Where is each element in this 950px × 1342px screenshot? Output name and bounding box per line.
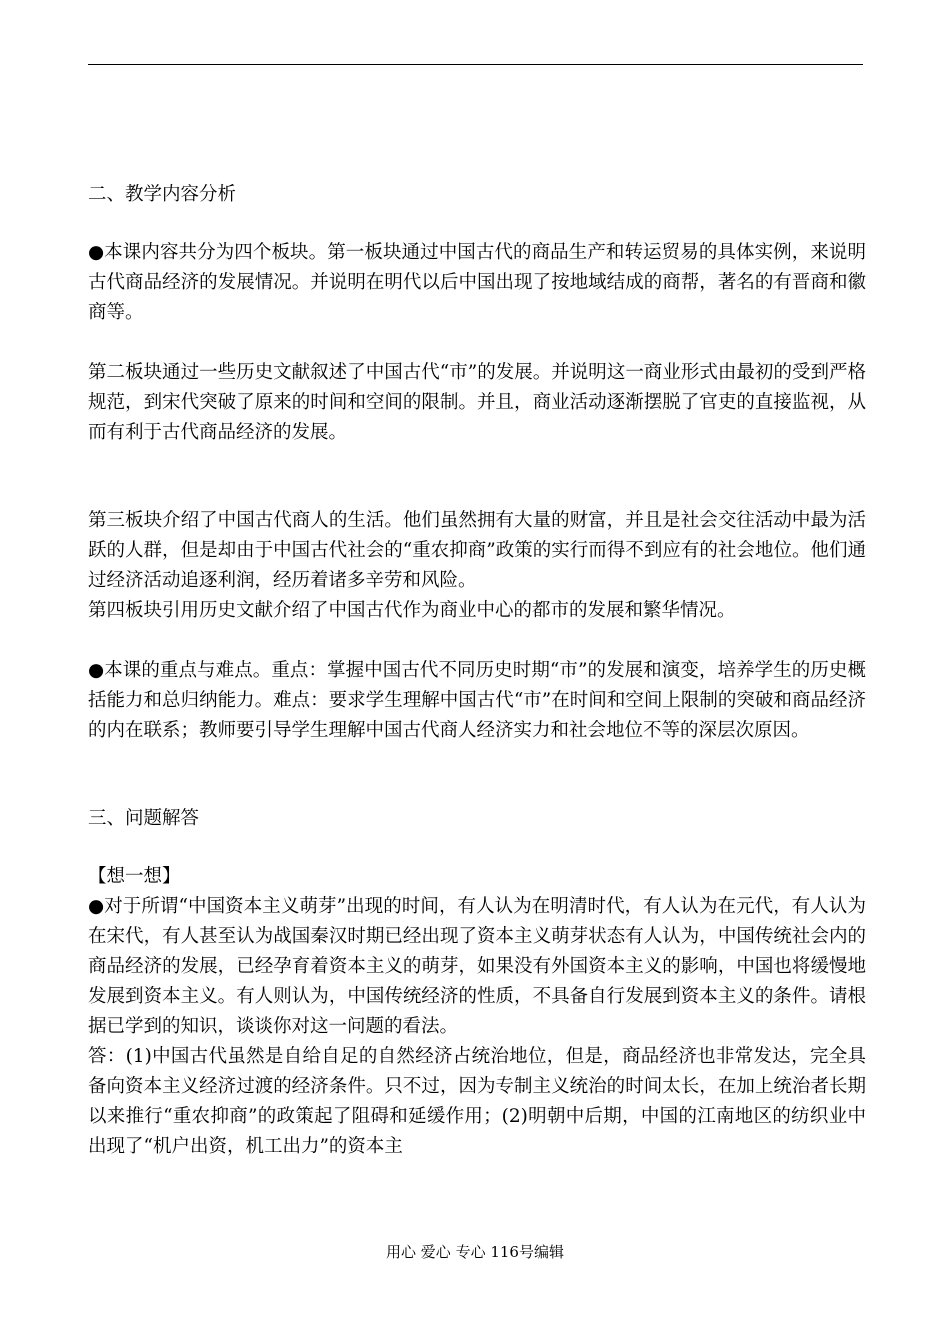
paragraph-block-four: 第四板块引用历史文献介绍了中国古代作为商业中心的都市的发展和繁华情况。 xyxy=(88,600,736,621)
paragraph-question: ●对于所谓“中国资本主义萌芽”出现的时间，有人认为在明清时代，有人认为在元代，有人认为在宋代，有人甚至认为战国秦汉时期已经出现了资本主义萌芽状态有人认为，中国传统社会内的商品经济的发展，已经孕育着资本主义的萌芽，如果没有外国资本主义的影响，中国也将缓慢地发展到资本主义。有人则认为，中国传统经济的性质，不具备自行发展到资本主义的条件。请根据已学到的知识，谈谈你对这一问题的看法。 xyxy=(88,896,866,1037)
paragraph-block-three: 第三板块介绍了中国古代商人的生活。他们虽然拥有大量的财富，并且是社会交往活动中最为活跃的人群，但是却由于中国古代社会的“重农抑商”政策的实行而得不到应有的社会地位。他们通过经济活动追逐利润，经历着诸多辛劳和风险。 xyxy=(88,510,866,591)
paragraph-key-points: ●本课的重点与难点。重点：掌握中国古代不同历史时期“市”的发展和演变，培养学生的历史概括能力和总归纳能力。难点：要求学生理解中国古代“市”在时间和空间上限制的突破和商品经济的内在联系；教师要引导学生理解中国古代商人经济实力和社会地位不等的深层次原因。 xyxy=(88,660,866,741)
paragraph-overview: ●本课内容共分为四个板块。第一板块通过中国古代的商品生产和转运贸易的具体实例，来说明古代商品经济的发展情况。并说明在明代以后中国出现了按地域结成的商帮，著名的有晋商和徽商等。 xyxy=(88,242,866,323)
page-footer: 用心 爱心 专心 116号编辑 xyxy=(386,1243,564,1261)
document-body xyxy=(88,180,866,1162)
header-rule xyxy=(88,64,863,65)
section-heading-answers: 三、问题解答 xyxy=(88,808,200,829)
subheading-think: 【想一想】 xyxy=(88,866,181,887)
section-heading-teaching-analysis: 二、教学内容分析 xyxy=(88,184,237,205)
paragraph-answer: 答：(1)中国古代虽然是自给自足的自然经济占统治地位，但是，商品经济也非常发达，完全具备向资本主义经济过渡的经济条件。只不过，因为专制主义统治的时间太长，在加上统治者长期以来推行“重农抑商”的政策起了阻碍和延缓作用；(2)明朝中后期，中国的江南地区的纺织业中出现了“机户出资，机工出力”的资本主 xyxy=(88,1046,866,1157)
paragraph-block-two: 第二板块通过一些历史文献叙述了中国古代“市”的发展。并说明这一商业形式由最初的受到严格规范，到宋代突破了原来的时间和空间的限制。并且，商业活动逐渐摆脱了官吏的直接监视，从而有利于古代商品经济的发展。 xyxy=(88,362,866,443)
